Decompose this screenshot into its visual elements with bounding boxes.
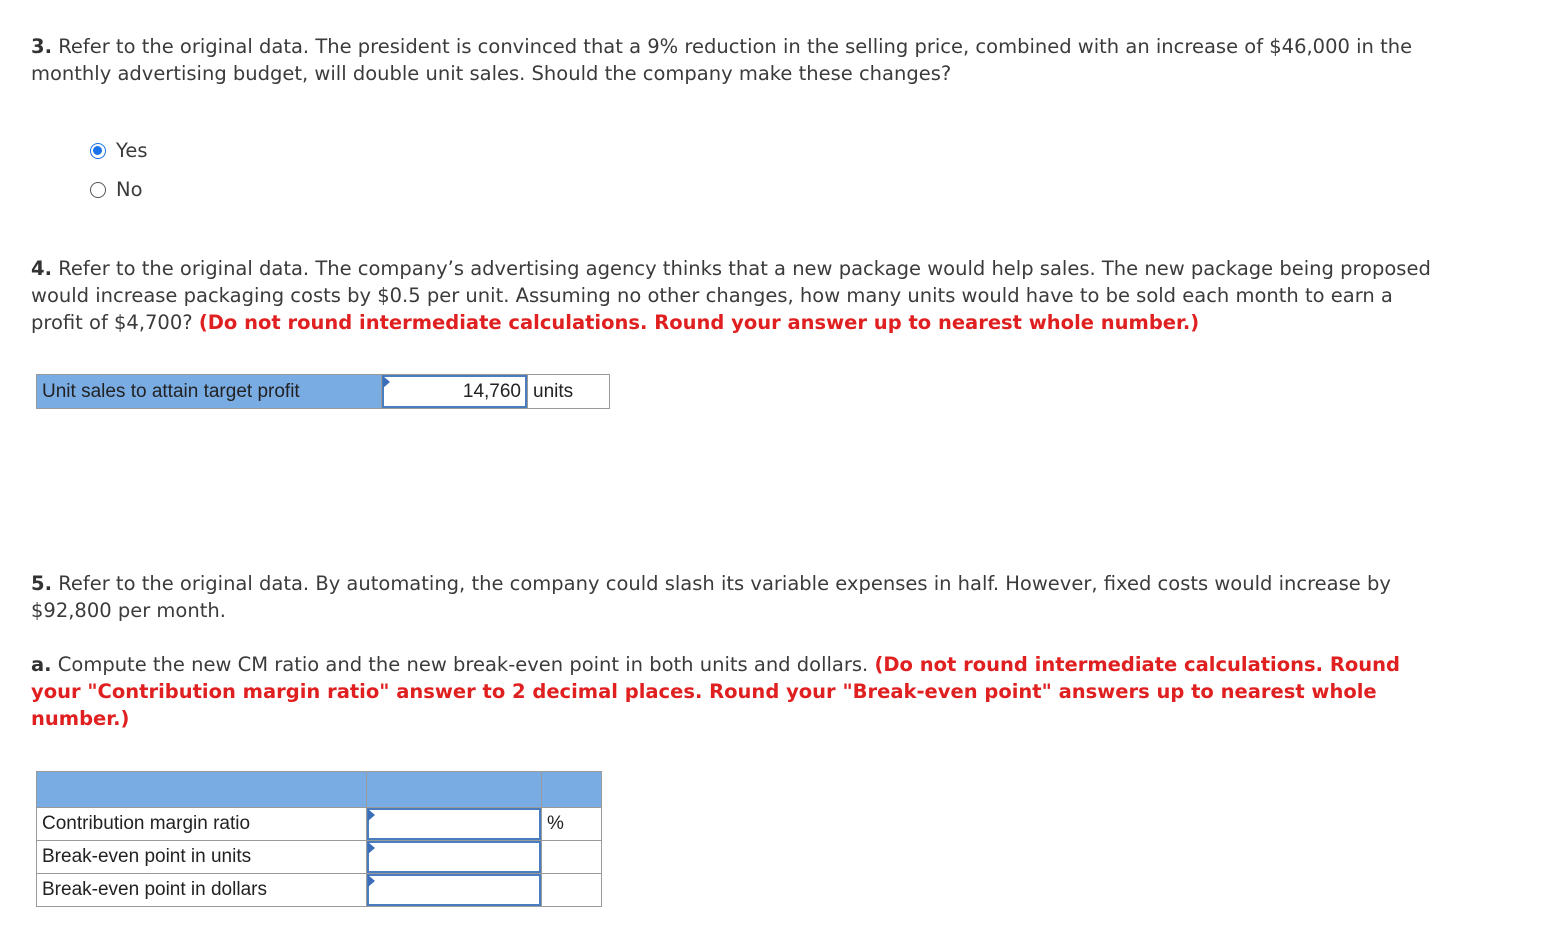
- header-cell: [542, 772, 602, 808]
- break-even-dollars-input-cell[interactable]: [367, 874, 542, 907]
- radio-button-no[interactable]: [90, 182, 106, 198]
- header-cell: [37, 772, 367, 808]
- break-even-dollars-unit: [542, 874, 602, 907]
- radio-option-yes[interactable]: [90, 139, 147, 162]
- question-5-text: Refer to the original data. By automating, the company could slash its variable expenses in half. However, fixed costs would increase by $92,800 per month.: [31, 572, 1391, 622]
- break-even-units-input[interactable]: [367, 841, 541, 873]
- radio-label-no[interactable]: No: [116, 178, 143, 201]
- question-4-text: Refer to the original data. The company’s advertising agency thinks that a new package would help sales. The new package being proposed would increase packaging costs by $0.5 per unit. Assuming no other changes, how many units would have to be sold each month to earn a profit of $4,700?: [31, 257, 1431, 334]
- question-5a-letter: a.: [31, 653, 52, 676]
- question-4-instruction: (Do not round intermediate calculations. Round your answer up to nearest whole number.): [198, 311, 1200, 334]
- question-3: [31, 33, 1451, 87]
- break-even-table: [36, 771, 602, 907]
- break-even-dollars-input[interactable]: [367, 874, 541, 906]
- radio-button-yes[interactable]: [90, 143, 106, 159]
- cm-ratio-input[interactable]: [367, 808, 541, 840]
- radio-option-no[interactable]: [90, 178, 143, 201]
- target-profit-unit: units: [528, 375, 610, 409]
- radio-label-yes[interactable]: Yes: [116, 139, 148, 162]
- question-4-number: 4.: [31, 257, 52, 280]
- question-5: [31, 570, 1451, 624]
- cm-ratio-unit: %: [542, 808, 602, 841]
- table-row: [37, 375, 610, 409]
- question-3-text: Refer to the original data. The president is convinced that a 9% reduction in the selling price, combined with an increase of $46,000 in the monthly advertising budget, will double unit sales. Should the company make these changes?: [31, 35, 1413, 85]
- target-profit-input-cell[interactable]: [382, 375, 528, 409]
- header-cell: [367, 772, 542, 808]
- question-5a-instruction: (Do not round intermediate calculations. Round your "Contribution margin ratio" answer to 2 decimal places. Round your "Break-even point" answers up to nearest whole number.): [31, 653, 1400, 730]
- table-row: [37, 841, 602, 874]
- target-profit-label: Unit sales to attain target profit: [37, 375, 382, 409]
- question-5-number: 5.: [31, 572, 52, 595]
- table-header-row: [37, 772, 602, 808]
- question-3-number: 3.: [31, 35, 52, 58]
- cm-ratio-input-cell[interactable]: [367, 808, 542, 841]
- question-4: [31, 255, 1431, 336]
- target-profit-input[interactable]: 14,760: [382, 375, 527, 408]
- break-even-dollars-label: Break-even point in dollars: [37, 874, 367, 907]
- break-even-units-label: Break-even point in units: [37, 841, 367, 874]
- break-even-units-unit: [542, 841, 602, 874]
- table-row: [37, 874, 602, 907]
- question-5a-text: Compute the new CM ratio and the new break-even point in both units and dollars.: [57, 653, 869, 676]
- question-5a: [31, 651, 1441, 732]
- table-row: [37, 808, 602, 841]
- target-profit-table: [36, 374, 610, 409]
- break-even-units-input-cell[interactable]: [367, 841, 542, 874]
- cm-ratio-label: Contribution margin ratio: [37, 808, 367, 841]
